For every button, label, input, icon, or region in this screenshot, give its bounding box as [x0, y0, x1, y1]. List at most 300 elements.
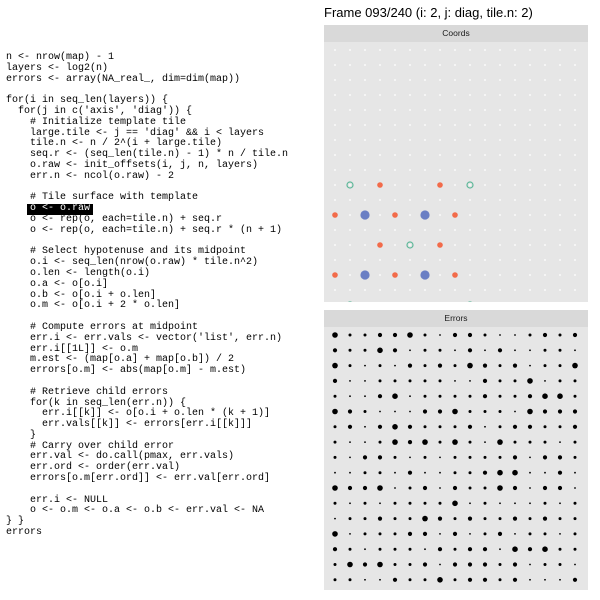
- grid-dot: [394, 184, 396, 186]
- code-line: o.m <- o[o.i + 2 * o.len]: [6, 300, 181, 312]
- error-dot: [454, 425, 457, 428]
- grid-dot: [394, 259, 396, 261]
- template-point: [360, 270, 369, 279]
- grid-dot: [559, 169, 561, 171]
- grid-dot: [484, 79, 486, 81]
- grid-dot: [469, 199, 471, 201]
- grid-dot: [439, 64, 441, 66]
- grid-dot: [544, 154, 546, 156]
- error-dot: [454, 471, 457, 474]
- error-dot: [379, 579, 381, 581]
- grid-dot: [499, 79, 501, 81]
- grid-dot: [559, 109, 561, 111]
- error-dot: [424, 578, 427, 581]
- grid-dot: [574, 124, 576, 126]
- error-dot: [378, 394, 382, 398]
- error-dot: [334, 395, 337, 398]
- grid-dot: [454, 199, 456, 201]
- grid-dot: [349, 154, 351, 156]
- error-dot: [453, 562, 457, 566]
- grid-dot: [484, 49, 486, 51]
- error-dot: [439, 379, 442, 382]
- grid-dot: [394, 229, 396, 231]
- grid-dot: [409, 229, 411, 231]
- error-dot: [333, 348, 337, 352]
- coords-plot: [324, 42, 588, 302]
- grid-dot: [514, 64, 516, 66]
- grid-dot: [364, 244, 366, 246]
- code-line: } }: [6, 516, 25, 528]
- grid-dot: [439, 124, 441, 126]
- grid-dot: [469, 94, 471, 96]
- grid-dot: [514, 289, 516, 291]
- selected-point: [437, 182, 443, 188]
- error-dot: [544, 349, 547, 352]
- grid-dot: [559, 49, 561, 51]
- code-line: # Compute errors at midpoint: [6, 321, 199, 333]
- grid-dot: [484, 199, 486, 201]
- error-dot: [394, 563, 397, 566]
- error-dot: [529, 472, 531, 474]
- error-dot: [454, 395, 457, 398]
- grid-dot: [334, 244, 336, 246]
- grid-dot: [529, 229, 531, 231]
- error-dot: [424, 349, 427, 352]
- error-dot: [514, 533, 516, 535]
- grid-dot: [424, 289, 426, 291]
- grid-dot: [544, 229, 546, 231]
- error-dot: [527, 378, 533, 384]
- grid-dot: [349, 214, 351, 216]
- code-line: # Select hypotenuse and its midpoint: [6, 246, 247, 258]
- grid-dot: [499, 139, 501, 141]
- grid-dot: [574, 64, 576, 66]
- error-dot: [468, 348, 472, 352]
- grid-dot: [544, 199, 546, 201]
- code-line: for(j in c('axis', 'diag')) {: [6, 105, 193, 117]
- error-dot: [574, 548, 577, 551]
- code-line: errors[o.m[err.ord]] <- err.val[err.ord]: [6, 473, 271, 485]
- grid-dot: [559, 229, 561, 231]
- code-line: errors <- array(NA_real_, dim=dim(map)): [6, 73, 241, 85]
- grid-dot: [454, 169, 456, 171]
- grid-dot: [529, 49, 531, 51]
- grid-dot: [484, 154, 486, 156]
- grid-dot: [544, 184, 546, 186]
- error-dot: [334, 578, 337, 581]
- grid-dot: [334, 184, 336, 186]
- error-dot: [333, 547, 337, 551]
- selected-point: [377, 182, 383, 188]
- template-point: [420, 210, 429, 219]
- error-dot: [364, 441, 366, 443]
- grid-dot: [349, 109, 351, 111]
- code-line: o <- rep(o, each=tile.n) + seq.r: [6, 213, 223, 225]
- error-dot: [409, 411, 411, 413]
- code-line: o.b <- o[o.i + o.len]: [6, 289, 157, 301]
- grid-dot: [379, 109, 381, 111]
- grid-dot: [469, 139, 471, 141]
- grid-dot: [439, 229, 441, 231]
- grid-dot: [529, 244, 531, 246]
- error-dot: [349, 380, 351, 382]
- error-dot: [557, 393, 563, 399]
- error-dot: [438, 517, 442, 521]
- error-dot: [559, 364, 562, 367]
- grid-dot: [334, 124, 336, 126]
- grid-dot: [499, 229, 501, 231]
- grid-dot: [514, 124, 516, 126]
- grid-dot: [454, 244, 456, 246]
- grid-dot: [574, 214, 576, 216]
- error-dot: [543, 333, 547, 337]
- grid-dot: [439, 259, 441, 261]
- grid-dot: [544, 64, 546, 66]
- error-dot: [528, 394, 532, 398]
- error-dot: [439, 349, 442, 352]
- error-dot: [499, 334, 501, 336]
- error-dot: [394, 548, 397, 551]
- error-dot: [529, 502, 531, 504]
- error-dot: [424, 472, 426, 474]
- grid-dot: [454, 109, 456, 111]
- grid-dot: [424, 109, 426, 111]
- grid-dot: [349, 124, 351, 126]
- code-line: o <- o.m <- o.a <- o.b <- err.val <- NA: [6, 505, 265, 517]
- grid-dot: [529, 289, 531, 291]
- grid-dot: [559, 199, 561, 201]
- error-dot: [468, 562, 472, 566]
- error-dot: [484, 349, 486, 351]
- grid-dot: [424, 49, 426, 51]
- grid-dot: [364, 289, 366, 291]
- grid-dot: [394, 79, 396, 81]
- grid-dot: [424, 259, 426, 261]
- code-line: n <- nrow(map) - 1: [6, 52, 115, 63]
- grid-dot: [379, 94, 381, 96]
- code-line: err.n <- ncol(o.raw) - 2: [6, 170, 175, 182]
- grid-dot: [499, 64, 501, 66]
- grid-dot: [544, 214, 546, 216]
- error-dot: [574, 472, 576, 474]
- error-dot: [513, 425, 517, 429]
- error-dot: [349, 578, 352, 581]
- error-dot: [454, 380, 456, 382]
- grid-dot: [559, 274, 561, 276]
- error-dot: [574, 487, 576, 489]
- error-dot: [332, 332, 338, 338]
- grid-dot: [514, 199, 516, 201]
- grid-dot: [529, 199, 531, 201]
- grid-dot: [559, 79, 561, 81]
- error-dot: [334, 441, 337, 444]
- error-dot: [348, 486, 352, 490]
- error-dot: [499, 364, 502, 367]
- grid-dot: [514, 274, 516, 276]
- error-dot: [468, 425, 472, 429]
- error-dot: [452, 409, 458, 415]
- error-dot: [559, 579, 561, 581]
- selected-point: [332, 272, 338, 278]
- error-dot: [499, 517, 502, 520]
- error-dot: [529, 517, 532, 520]
- grid-dot: [349, 259, 351, 261]
- error-dot: [424, 395, 427, 398]
- grid-dot: [499, 244, 501, 246]
- grid-dot: [364, 259, 366, 261]
- error-dot: [469, 471, 472, 474]
- grid-dot: [469, 229, 471, 231]
- grid-dot: [409, 244, 411, 246]
- error-dot: [392, 393, 398, 399]
- grid-dot: [394, 94, 396, 96]
- grid-dot: [529, 124, 531, 126]
- grid-dot: [529, 274, 531, 276]
- grid-dot: [484, 109, 486, 111]
- grid-dot: [394, 154, 396, 156]
- error-dot: [559, 563, 562, 566]
- grid-dot: [349, 169, 351, 171]
- error-dot: [542, 393, 548, 399]
- error-dot: [454, 578, 457, 581]
- grid-dot: [379, 259, 381, 261]
- error-dot: [469, 533, 471, 535]
- grid-dot: [334, 289, 336, 291]
- grid-dot: [529, 154, 531, 156]
- grid-dot: [484, 289, 486, 291]
- grid-dot: [334, 229, 336, 231]
- error-dot: [332, 485, 338, 491]
- error-dot: [377, 348, 383, 354]
- grid-dot: [454, 289, 456, 291]
- error-dot: [379, 471, 382, 474]
- error-dot: [424, 548, 426, 550]
- error-dot: [394, 502, 397, 505]
- grid-dot: [379, 139, 381, 141]
- error-dot: [512, 546, 518, 552]
- error-dot: [438, 547, 442, 551]
- error-dot: [439, 395, 442, 398]
- error-dot: [364, 532, 367, 535]
- grid-dot: [439, 169, 441, 171]
- error-dot: [348, 409, 352, 413]
- error-dot: [454, 364, 457, 367]
- error-dot: [529, 334, 532, 337]
- error-dot: [574, 349, 576, 351]
- selected-point: [437, 242, 443, 248]
- grid-dot: [499, 259, 501, 261]
- grid-dot: [394, 124, 396, 126]
- error-dot: [573, 578, 577, 582]
- error-dot: [483, 471, 487, 475]
- code-line: errors[o.m] <- abs(map[o.m] - m.est): [6, 365, 247, 377]
- error-dot: [513, 517, 517, 521]
- error-dot: [484, 456, 487, 459]
- grid-dot: [424, 154, 426, 156]
- error-dot: [544, 380, 546, 382]
- error-dot: [543, 517, 547, 521]
- error-dot: [499, 548, 501, 550]
- error-dot: [379, 441, 382, 444]
- error-dot: [558, 486, 562, 490]
- error-dot: [377, 485, 383, 491]
- grid-dot: [484, 214, 486, 216]
- error-dot: [439, 533, 441, 535]
- grid-dot: [544, 139, 546, 141]
- error-dot: [453, 486, 457, 490]
- grid-dot: [424, 184, 426, 186]
- grid-dot: [424, 244, 426, 246]
- grid-dot: [514, 244, 516, 246]
- error-dot: [422, 439, 428, 445]
- error-dot: [424, 334, 427, 337]
- grid-dot: [499, 214, 501, 216]
- error-dot: [393, 348, 397, 352]
- grid-dot: [529, 94, 531, 96]
- grid-dot: [499, 289, 501, 291]
- grid-dot: [409, 169, 411, 171]
- error-dot: [439, 502, 442, 505]
- error-dot: [574, 564, 576, 566]
- grid-dot: [559, 259, 561, 261]
- grid-dot: [379, 214, 381, 216]
- code-line: # Carry over child error: [6, 440, 175, 452]
- error-dot: [499, 502, 501, 504]
- grid-dot: [469, 64, 471, 66]
- error-dot: [528, 425, 532, 429]
- grid-dot: [409, 184, 411, 186]
- code-line: for(i in seq_len(layers)) {: [6, 95, 169, 107]
- error-dot: [439, 472, 441, 474]
- grid-dot: [379, 274, 381, 276]
- error-dot: [544, 425, 547, 428]
- error-dot: [483, 578, 487, 582]
- error-dot: [454, 548, 457, 551]
- code-line: o <- rep(o, each=tile.n) + seq.r * (n + 1): [6, 224, 283, 236]
- error-dot: [423, 562, 427, 566]
- coords-strip-label: Coords: [324, 25, 588, 42]
- errors-panel: [324, 310, 588, 590]
- grid-dot: [334, 199, 336, 201]
- grid-dot: [559, 139, 561, 141]
- error-dot: [393, 333, 397, 337]
- grid-dot: [469, 214, 471, 216]
- error-dot: [514, 379, 517, 382]
- grid-dot: [349, 94, 351, 96]
- errors-strip-label: Errors: [324, 310, 588, 327]
- grid-dot: [469, 154, 471, 156]
- grid-dot: [529, 64, 531, 66]
- error-dot: [349, 334, 352, 337]
- errors-plot: [324, 327, 588, 590]
- error-dot: [409, 578, 412, 581]
- error-dot: [544, 441, 547, 444]
- grid-dot: [379, 79, 381, 81]
- error-dot: [467, 363, 473, 369]
- error-dot: [423, 486, 427, 490]
- selected-point: [452, 272, 458, 278]
- error-dot: [497, 439, 503, 445]
- code-line: for(k in seq_len(err.n)) {: [6, 397, 187, 409]
- code-line: m.est <- (map[o.a] + map[o.b]) / 2: [6, 354, 235, 366]
- error-dot: [469, 502, 471, 504]
- grid-dot: [349, 49, 351, 51]
- grid-dot: [469, 184, 471, 186]
- error-dot: [363, 486, 367, 490]
- error-dot: [484, 502, 487, 505]
- grid-dot: [469, 49, 471, 51]
- grid-dot: [379, 199, 381, 201]
- error-dot: [334, 472, 336, 474]
- grid-dot: [424, 64, 426, 66]
- grid-dot: [454, 259, 456, 261]
- grid-dot: [484, 124, 486, 126]
- error-dot: [468, 578, 472, 582]
- error-dot: [468, 517, 472, 521]
- error-dot: [499, 425, 502, 428]
- code-line: large.tile <- j == 'diag' && i < layers: [6, 127, 265, 139]
- error-dot: [499, 410, 502, 413]
- error-dot: [349, 472, 351, 474]
- error-dot: [544, 563, 547, 566]
- code-line: tile.n <- n / 2^(i + large.tile): [6, 138, 223, 150]
- error-dot: [363, 562, 367, 566]
- grid-dot: [544, 289, 546, 291]
- grid-dot: [424, 229, 426, 231]
- grid-dot: [469, 259, 471, 261]
- grid-dot: [379, 169, 381, 171]
- grid-dot: [574, 139, 576, 141]
- grid-dot: [349, 79, 351, 81]
- error-dot: [499, 456, 502, 459]
- grid-dot: [364, 49, 366, 51]
- grid-dot: [364, 169, 366, 171]
- grid-dot: [379, 49, 381, 51]
- grid-dot: [439, 79, 441, 81]
- grid-dot: [514, 79, 516, 81]
- error-dot: [573, 409, 577, 413]
- error-dot: [379, 532, 382, 535]
- error-dot: [409, 548, 412, 551]
- error-dot: [394, 472, 396, 474]
- grid-dot: [349, 64, 351, 66]
- code-line: err.i[[k]] <- o[o.i + o.len * (k + 1)]: [6, 408, 271, 420]
- grid-dot: [514, 139, 516, 141]
- grid-dot: [514, 94, 516, 96]
- error-dot: [484, 441, 486, 443]
- error-dot: [424, 379, 427, 382]
- error-dot: [469, 441, 472, 444]
- grid-dot: [409, 124, 411, 126]
- error-dot: [469, 456, 472, 459]
- grid-dot: [514, 214, 516, 216]
- error-dot: [439, 564, 441, 566]
- error-dot: [527, 409, 533, 415]
- code-line: o.raw <- init_offsets(i, j, n, layers): [6, 159, 259, 171]
- error-dot: [484, 532, 487, 535]
- error-dot: [499, 395, 502, 398]
- selected-point: [392, 272, 398, 278]
- error-dot: [469, 410, 472, 413]
- grid-dot: [364, 139, 366, 141]
- error-dot: [529, 579, 531, 581]
- grid-dot: [379, 229, 381, 231]
- error-dot: [364, 471, 367, 474]
- coords-panel: [324, 25, 588, 302]
- grid-dot: [574, 94, 576, 96]
- error-dot: [468, 547, 472, 551]
- grid-dot: [379, 64, 381, 66]
